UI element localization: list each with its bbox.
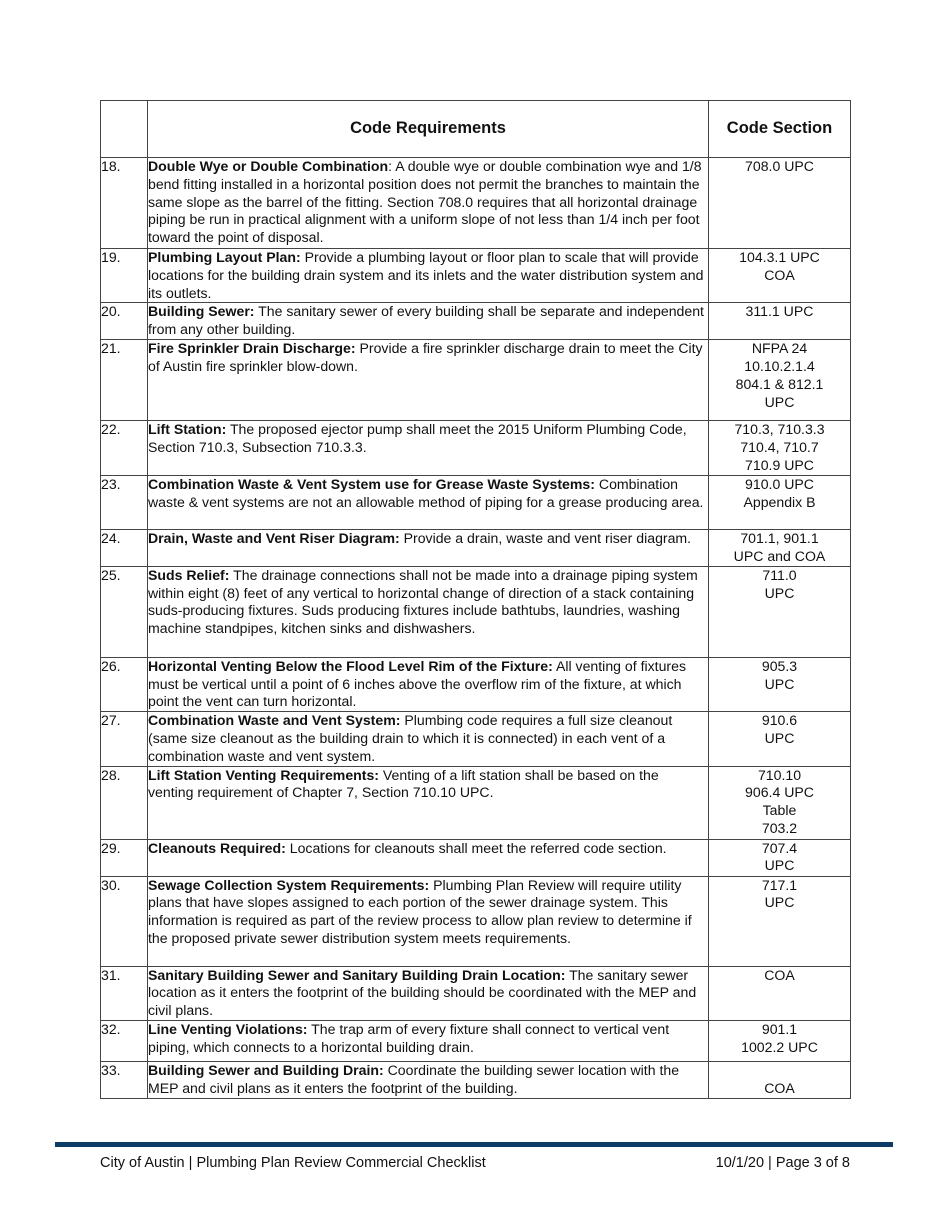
code-section-cell <box>709 876 851 966</box>
requirement-cell <box>148 839 709 876</box>
table-row <box>101 1020 851 1061</box>
code-section-line: 708.0 UPC <box>745 158 814 174</box>
code-section-line: 707.4 <box>761 839 798 856</box>
requirement-cell <box>148 876 709 966</box>
code-section-cell <box>709 839 851 876</box>
code-section-line: Table <box>762 802 797 819</box>
requirement-text: Provide a drain, waste and vent riser diagram. <box>403 529 692 546</box>
table-row <box>101 475 851 529</box>
table-row <box>101 966 851 1020</box>
requirement-text: The proposed ejector pump shall meet the 2015 Uniform Plumbing Code, Section 710.3, Subsection 710.3.3. <box>148 421 687 456</box>
code-section-line: UPC <box>764 393 795 410</box>
row-number: 21. <box>101 340 148 421</box>
header-code-requirements: Code Requirements <box>148 101 709 158</box>
requirement-title: Plumbing Layout Plan: <box>148 249 301 265</box>
requirement-title: Combination Waste & Vent System use for Grease Waste Systems: <box>148 475 595 492</box>
code-section-line: 905.3 <box>761 657 798 674</box>
requirement-title: Line Venting Violations: <box>148 1020 308 1037</box>
requirement-title: Suds Relief: <box>148 566 230 583</box>
code-section-line: COA <box>764 966 795 983</box>
row-number: 20. <box>101 303 148 340</box>
requirement-cell <box>148 529 709 566</box>
requirement-cell <box>148 475 709 529</box>
code-section-cell <box>709 1061 851 1098</box>
requirement-text: The drainage connections shall not be made into a drainage piping system within eight (8) feet of any vertical to horizontal change of direction of a stack containing suds-producing fixtures. Suds producing fixtures include bathtubs, laundries, washing machine standpipes, kitchen sinks and dishwashers. <box>148 566 698 637</box>
row-number: 18. <box>101 158 148 249</box>
requirement-title: Combination Waste and Vent System: <box>148 712 401 729</box>
requirement-cell <box>148 303 709 340</box>
table-row <box>101 566 851 657</box>
requirement-text: The trap arm of every fixture shall connect to vertical vent piping, which connects to a horizontal building drain. <box>148 1020 670 1055</box>
requirement-text: The sanitary sewer location as it enters the footprint of the building should be coordinated with the MEP and civil plans. <box>148 966 697 1019</box>
code-section-line: 710.10 <box>757 766 802 783</box>
table-row <box>101 249 851 303</box>
requirements-table <box>100 100 851 1099</box>
row-number: 31. <box>101 966 148 1020</box>
requirement-cell <box>148 766 709 839</box>
row-number: 23. <box>101 475 148 529</box>
code-section-line: UPC <box>764 584 795 601</box>
row-number: 27. <box>101 712 148 766</box>
code-section-line: UPC <box>764 857 795 874</box>
code-section-cell <box>709 303 851 340</box>
footer-page-info: 10/1/20 | Page 3 of 8 <box>715 1155 850 1171</box>
row-number: 25. <box>101 566 148 657</box>
table-row <box>101 340 851 421</box>
table-body <box>101 158 851 1099</box>
title-separator: : <box>388 158 396 174</box>
code-section-cell <box>709 529 851 566</box>
table-row <box>101 766 851 839</box>
requirement-text: Plumbing code requires a full size cleanout (same size cleanout as the building drain to which it is connected) in each vent of a combination waste and vent system. <box>148 712 673 764</box>
code-section-line: UPC <box>764 675 795 692</box>
requirement-title: Building Sewer and Building Drain: <box>148 1061 384 1078</box>
requirement-title: Sewage Collection System Requirements: <box>148 876 430 893</box>
requirement-text: Plumbing Plan Review will require utility plans that have slopes assigned to each portion of the sewer drainage system. This information is required as part of the review process to allow plan review to determine if the proposed private sewer distribution system meets requirements. <box>148 876 692 946</box>
table-row <box>101 657 851 711</box>
requirement-cell <box>148 340 709 421</box>
code-section-line: COA <box>764 1079 795 1096</box>
requirement-text: The sanitary sewer of every building shall be separate and independent from any other building. <box>148 303 704 338</box>
table-row <box>101 158 851 249</box>
requirement-cell <box>148 966 709 1020</box>
table-row <box>101 421 851 475</box>
code-section-line: UPC <box>764 729 795 746</box>
requirement-cell <box>148 712 709 766</box>
footer-divider <box>55 1142 893 1147</box>
code-section-line: 901.1 <box>761 1020 798 1037</box>
requirement-title: Horizontal Venting Below the Flood Level Rim of the Fixture: <box>148 657 553 674</box>
code-section-line: UPC <box>764 894 795 911</box>
code-section-line: 910.0 UPC <box>745 475 814 492</box>
code-section-line: NFPA 24 <box>751 340 808 357</box>
table-row <box>101 839 851 876</box>
code-section-line: 910.6 <box>761 712 798 729</box>
code-section-line: COA <box>764 266 795 283</box>
table-row <box>101 303 851 340</box>
code-section-cell <box>709 657 851 711</box>
code-section-line: 710.9 UPC <box>745 456 814 473</box>
code-section-cell <box>709 966 851 1020</box>
row-number: 30. <box>101 876 148 966</box>
code-section-line: 804.1 & 812.1 <box>735 375 824 392</box>
code-section-cell <box>709 475 851 529</box>
requirement-cell <box>148 657 709 711</box>
code-section-line: 711.0 <box>762 566 797 583</box>
footer-title: City of Austin | Plumbing Plan Review Commercial Checklist <box>100 1155 486 1171</box>
code-section-line: 1002.2 UPC <box>741 1038 818 1055</box>
row-number: 24. <box>101 529 148 566</box>
table-row <box>101 529 851 566</box>
row-number: 28. <box>101 766 148 839</box>
row-number: 19. <box>101 249 148 303</box>
code-section-line: 104.3.1 UPC <box>739 249 820 265</box>
table-row <box>101 712 851 766</box>
requirement-cell <box>148 1061 709 1098</box>
code-section-line: 311.1 UPC <box>745 303 814 320</box>
code-section-cell <box>709 421 851 475</box>
code-section-line: UPC and COA <box>733 547 826 564</box>
requirement-title: Building Sewer: <box>148 303 255 320</box>
table-header-row <box>101 101 851 158</box>
code-section-line: 10.10.2.1.4 <box>744 358 815 375</box>
row-number: 33. <box>101 1061 148 1098</box>
requirement-text: All venting of fixtures must be vertical until a point of 6 inches above the overflow rim of the fixture, at which point the vent can turn horizontal. <box>148 657 687 710</box>
code-section-cell <box>709 249 851 303</box>
requirement-title: Sanitary Building Sewer and Sanitary Building Drain Location: <box>148 966 566 983</box>
code-section-line: 710.4, 710.7 <box>740 439 819 456</box>
code-section-cell <box>709 158 851 249</box>
requirement-text: A double wye or double combination wye and 1/8 bend fitting installed in a horizontal position does not permit the branches to maintain the same slope as the barrel of the fitting. Section 708.0 requires that all horizontal drainage piping be run in practical alignment with a uniform slope of not less than 1/4 inch per foot toward the point of disposal. <box>148 158 702 246</box>
code-section-cell <box>709 1020 851 1061</box>
code-section-cell <box>709 340 851 421</box>
requirement-text: Coordinate the building sewer location with the MEP and civil plans as it enters the footprint of the building. <box>148 1061 680 1096</box>
requirement-text: Provide a fire sprinkler discharge drain to meet the City of Austin fire sprinkler blow-down. <box>148 340 703 375</box>
table-row <box>101 1061 851 1098</box>
requirement-text: Provide a plumbing layout or floor plan to scale that will provide locations for the building drain system and its inlets and the water distribution system and its outlets. <box>148 249 704 301</box>
code-section-line: 710.3, 710.3.3 <box>734 421 825 438</box>
requirement-title: Lift Station: <box>148 421 227 438</box>
requirement-title: Cleanouts Required: <box>148 839 286 856</box>
row-number: 22. <box>101 421 148 475</box>
requirement-title: Drain, Waste and Vent Riser Diagram: <box>148 529 400 546</box>
requirement-title: Double Wye or Double Combination <box>148 158 389 174</box>
requirement-text: Combination waste & vent systems are not an allowable method of piping for a grease producing area. <box>148 475 704 510</box>
requirement-title: Fire Sprinkler Drain Discharge: <box>148 340 356 357</box>
code-section-line: 701.1, 901.1 <box>740 529 819 546</box>
header-code-section: Code Section <box>709 101 851 158</box>
code-section-line: 717.1 <box>761 876 798 893</box>
row-number: 26. <box>101 657 148 711</box>
requirement-cell <box>148 1020 709 1061</box>
requirement-title: Lift Station Venting Requirements: <box>148 766 379 783</box>
requirement-cell <box>148 566 709 657</box>
row-number: 29. <box>101 839 148 876</box>
requirement-text: Locations for cleanouts shall meet the referred code section. <box>289 839 667 856</box>
code-section-cell <box>709 766 851 839</box>
code-section-line: 703.2 <box>761 819 798 836</box>
requirement-text: Venting of a lift station shall be based on the venting requirement of Chapter 7, Section 710.10 UPC. <box>148 766 659 801</box>
code-section-line: Appendix B <box>743 493 816 510</box>
table-row <box>101 876 851 966</box>
row-number: 32. <box>101 1020 148 1061</box>
requirement-cell <box>148 158 709 249</box>
header-number <box>101 101 148 158</box>
code-section-cell <box>709 712 851 766</box>
code-section-cell <box>709 566 851 657</box>
requirement-cell <box>148 249 709 303</box>
code-section-line: 906.4 UPC <box>745 784 814 801</box>
requirement-cell <box>148 421 709 475</box>
